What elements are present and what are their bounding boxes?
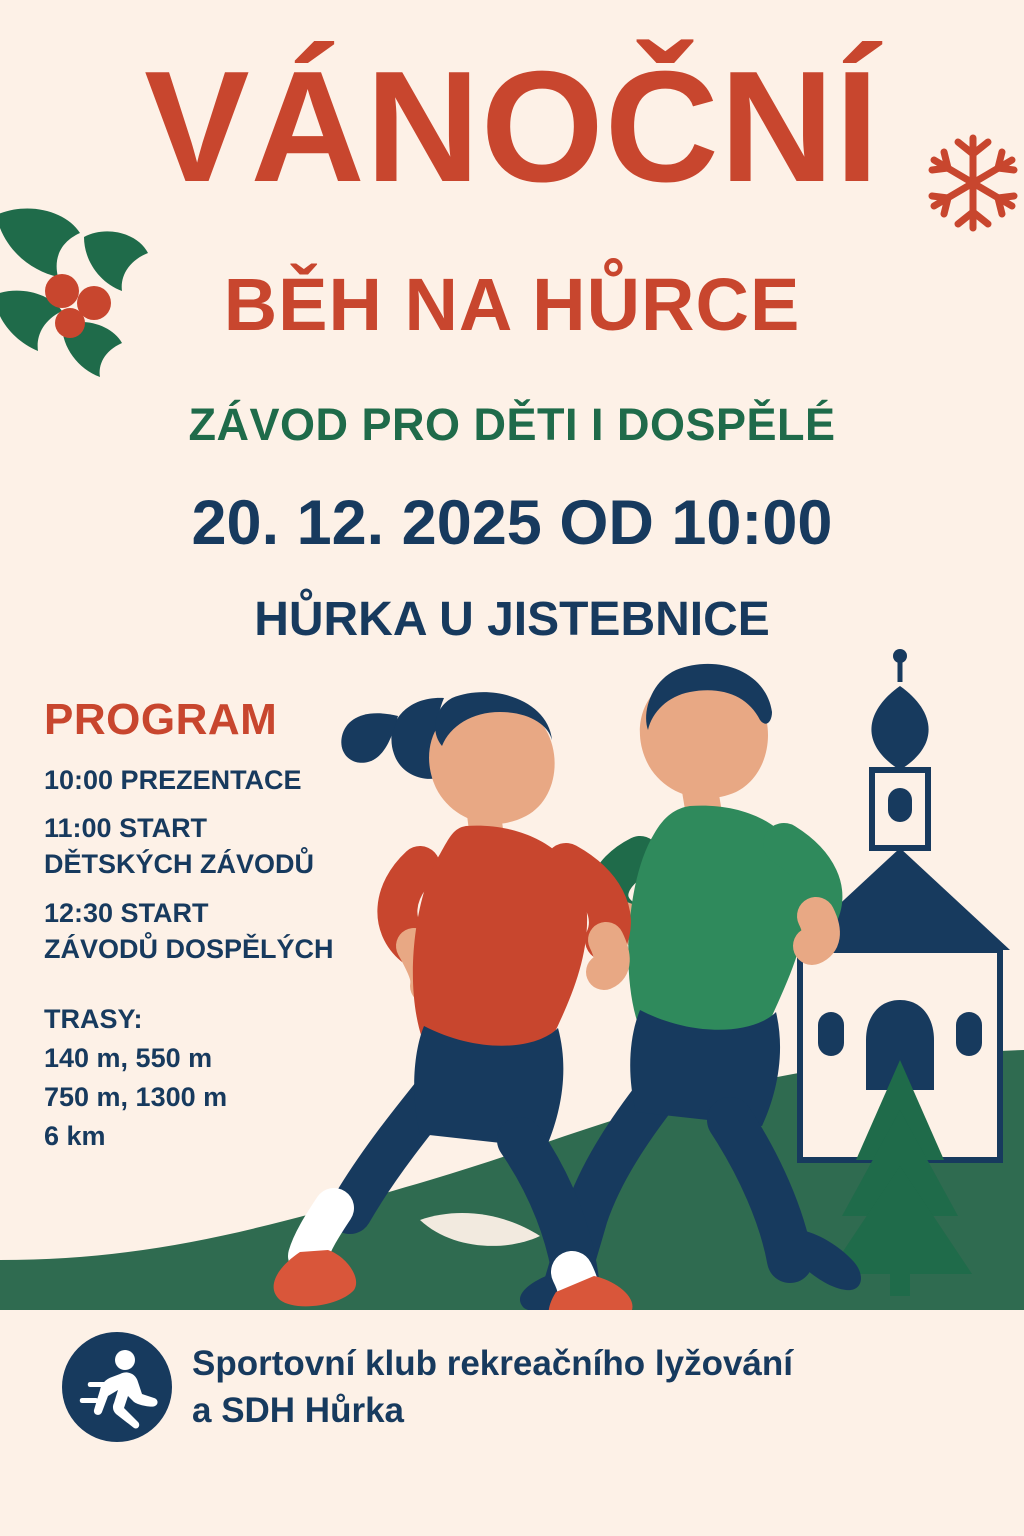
event-date: 20. 12. 2025 OD 10:00: [191, 488, 833, 558]
routes-list: [44, 1000, 424, 1157]
program-entry: [44, 810, 424, 882]
organizer-line-2: a SDH Hůrka: [192, 1391, 405, 1431]
poster-tagline: ZÁVOD PRO DĚTI I DOSPĚLÉ: [188, 399, 836, 450]
poster-title: VÁNOČNÍ: [144, 39, 880, 215]
program-entry-line: ZÁVODŮ DOSPĚLÝCH: [44, 933, 334, 964]
running-person-icon: [62, 1332, 172, 1442]
poster-footer: [0, 1310, 1024, 1536]
poster-subtitle: BĚH NA HŮRCE: [223, 263, 801, 346]
program-entry: [44, 895, 424, 967]
program-heading: PROGRAM: [44, 695, 278, 744]
program-entry-line: 12:30 START: [44, 897, 209, 928]
routes-line: 6 km: [44, 1121, 106, 1152]
routes-line: 140 m, 550 m: [44, 1043, 213, 1074]
organizer-line-1: Sportovní klub rekreačního lyžování: [192, 1344, 793, 1383]
program-entry-line: DĚTSKÝCH ZÁVODŮ: [44, 849, 315, 880]
event-place: HŮRKA U JISTEBNICE: [254, 593, 770, 646]
program-entry: [44, 762, 424, 798]
organizer-text: [192, 1340, 992, 1435]
program-list: [44, 762, 424, 979]
routes-line: 750 m, 1300 m: [44, 1082, 228, 1113]
program-entry-line: 10:00 PREZENTACE: [44, 765, 302, 795]
program-entry-line: 11:00 START: [44, 813, 208, 844]
routes-heading: TRASY:: [44, 1004, 143, 1034]
